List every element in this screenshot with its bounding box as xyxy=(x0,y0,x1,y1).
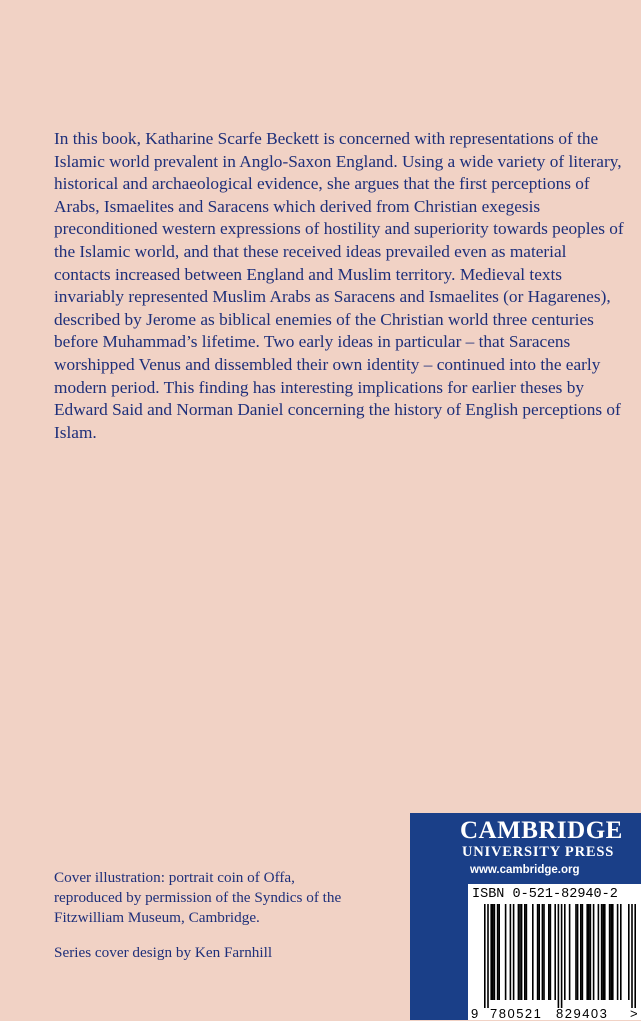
barcode-digit-lead: 9 xyxy=(471,1006,479,1021)
cover-illustration-credit: Cover illustration: portrait coin of Offa, reproduced by permission of the Syndics of the Fitzwilliam Museum, Cambridge. xyxy=(54,869,342,926)
barcode-digit-end: > xyxy=(630,1006,638,1021)
isbn-number: ISBN 0-521-82940-2 xyxy=(472,887,618,902)
series-design-credit: Series cover design by Ken Farnhill xyxy=(54,944,273,962)
publisher-panel xyxy=(410,813,641,1020)
barcode-icon xyxy=(468,904,641,1008)
barcode-digits-left: 780521 xyxy=(490,1006,543,1021)
barcode-digits-right: 829403 xyxy=(556,1006,609,1021)
publisher-url: www.cambridge.org xyxy=(470,864,580,876)
cover-credits xyxy=(54,868,344,963)
publisher-name: CAMBRIDGE xyxy=(460,817,623,844)
publisher-subname: UNIVERSITY PRESS xyxy=(462,844,615,860)
barcode-box xyxy=(468,884,641,1020)
back-cover-blurb: In this book, Katharine Scarfe Beckett is concerned with representations of the Islamic world prevalent in Anglo-Saxon England. Using a wide variety of literary, historical and archaeological evidence, she argues that the first perceptions of Arabs, Ismaelites and Saracens which derived from Christian exegesis preconditioned western expressions of hostility and superiority towards peoples of the Islamic world, and that these received ideas prevailed even as material contacts increased between England and Muslim territory. Medieval texts invariably represented Muslim Arabs as Saracens and Ismaelites (or Hagarenes), described by Jerome as biblical enemies of the Christian world three centuries before Muhammad’s lifetime. Two early ideas in particular – that Saracens worshipped Venus and dissembled their own identity – continued into the early modern period. This finding has interesting implications for earlier theses by Edward Said and Norman Daniel concerning the history of English perceptions of Islam. xyxy=(54,129,624,442)
